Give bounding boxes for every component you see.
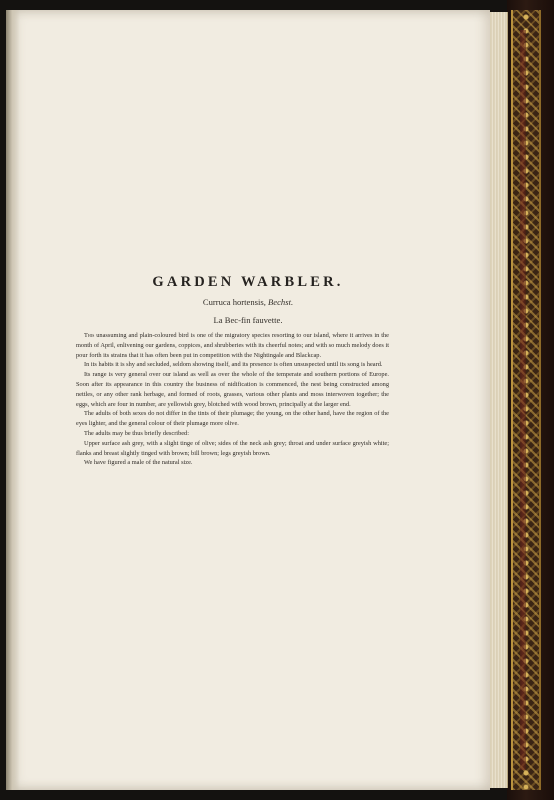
paragraph-text: unassuming and plain-coloured bird is one of the migratory species resorting to our island, where it arrives in the month of April, enlivening our gardens, coppices, and shrubberies with its cheerful notes; and with so much melody does it pour forth its strains that it has often been put in competition with the Nightingale and Blackcap. <box>76 332 389 359</box>
gilt-ornamental-border <box>511 10 541 790</box>
paragraph-lead-word: This <box>84 332 95 339</box>
paragraph: Upper surface ash grey, with a slight tinge of olive; sides of the neck ash grey; throat and under surface greyish white; flanks and breast slightly tinged with brown; bill brown; legs greyish brown. <box>76 439 389 457</box>
page-gutter-shadow <box>6 10 20 790</box>
paragraph: The adults of both sexes do not differ in the tints of their plumage; the young, on the other hand, have the region of the eyes lighter, and the general colour of their plumage more olive. <box>76 410 389 428</box>
species-title: GARDEN WARBLER. <box>152 274 344 290</box>
latin-name: Curruca hortensis, <box>202 297 266 307</box>
paragraph <box>76 331 389 360</box>
latin-name-line <box>6 297 490 307</box>
paragraph: We have figured a male of the natural size. <box>84 459 193 467</box>
paragraph: Its range is very general over our island as well as over the whole of the temperate and southern portions of Europe. Soon after its appearance in this country the business of nidification is commenced, the nest being constructed among nettles, or any other rank herbage, and formed of roots, grasses, various other plants and moss interwoven together; the eggs, which are four in number, are yellowish grey, blotched with wood brown, principally at the larger end. <box>76 371 389 408</box>
paragraph: The adults may be thus briefly described: <box>84 429 189 437</box>
paragraph: In its habits it is shy and secluded, seldom showing itself, and its presence is often unsuspected until its song is heard. <box>84 361 383 369</box>
latin-author: Bechst. <box>268 297 294 307</box>
french-name: La Bec-fin fauvette. <box>213 315 283 325</box>
cover-ribbon <box>520 30 526 770</box>
body-text <box>76 331 389 468</box>
page-edges <box>489 12 508 788</box>
